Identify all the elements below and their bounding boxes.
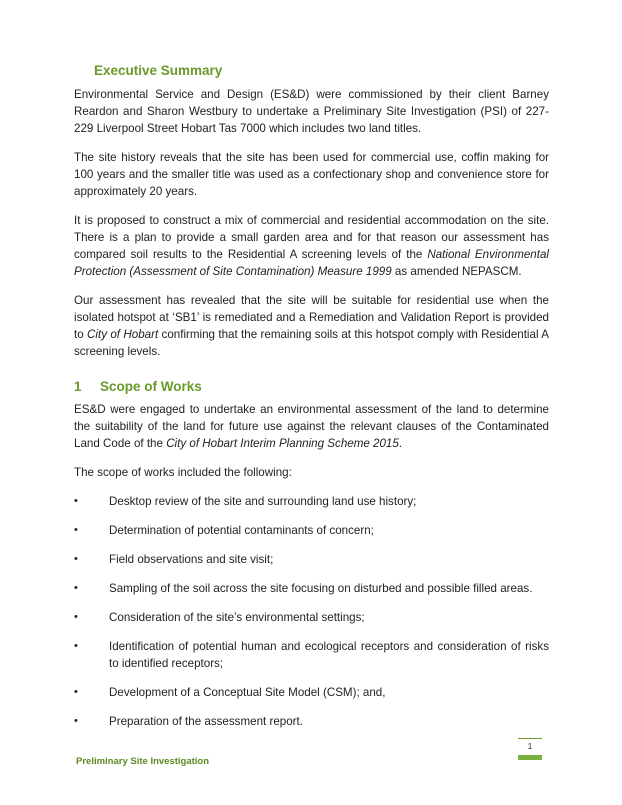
scope-p1-text-b: . (398, 437, 403, 450)
exec-p4-italic: City of Hobart (87, 328, 159, 341)
scope-heading (74, 378, 549, 395)
bullet-icon: • (74, 524, 78, 536)
page-content (74, 62, 549, 742)
scope-p1-text-a: ES&D were engaged to undertake an environmental assessment of the land to determine the suitability of the land for future use against the relevant clauses of the Contaminated Land Code of the (74, 403, 549, 450)
exec-paragraph-1: Environmental Service and Design (ES&D) were commissioned by their client Barney Reardon and Sharon Westbury to undertake a Preliminary Site Investigation (PSI) of 227-229 Liverpool Street Hobart Tas 7000 which includes two land titles. (74, 88, 549, 135)
exec-p4-text-a: Our assessment has revealed that the site will be suitable for residential use when the isolated hotspot at ‘SB1’ is remediated and a Remediation and Validation Report is provided to (74, 294, 549, 341)
page-number: 1 (518, 738, 542, 751)
list-item-text: Desktop review of the site and surrounding land use history; (109, 495, 417, 508)
bullet-icon: • (74, 611, 78, 623)
scope-section-number: 1 (74, 379, 82, 394)
exec-paragraph-3 (74, 212, 549, 280)
bullet-icon: • (74, 715, 78, 727)
list-item-text: Determination of potential contaminants of concern; (109, 524, 374, 537)
list-item (74, 609, 549, 626)
bullet-icon: • (74, 640, 78, 652)
exec-paragraph-4 (74, 292, 549, 360)
exec-p3-text-a: It is proposed to construct a mix of commercial and residential accommodation on the site. There is a plan to provide a small garden area and for that reason our assessment has compared soil results to the Residential A screening levels of the (74, 214, 549, 261)
list-item-text: Identification of potential human and ecological receptors and consideration of risks to identified receptors; (109, 640, 549, 670)
list-item (74, 522, 549, 539)
bullet-icon: • (74, 686, 78, 698)
list-item-text: Development of a Conceptual Site Model (CSM); and, (109, 686, 386, 699)
list-item (74, 684, 549, 701)
exec-p3-text-b: as amended NEPASCM. (391, 265, 522, 278)
bullet-icon: • (74, 582, 78, 594)
list-item-text: Field observations and site visit; (109, 553, 274, 566)
list-item-text: Preparation of the assessment report. (109, 715, 303, 728)
scope-p1-italic: City of Hobart Interim Planning Scheme 2015 (166, 437, 399, 450)
footer-document-title: Preliminary Site Investigation (76, 756, 210, 767)
exec-paragraph-2: The site history reveals that the site has been used for commercial use, coffin making for 100 years and the smaller title was used as a confectionary shop and convenience store for approximately 20 years. (74, 151, 549, 198)
list-item (74, 638, 549, 672)
list-item (74, 713, 549, 730)
scope-intro: The scope of works included the following: (74, 466, 292, 479)
executive-summary-heading: Executive Summary (94, 63, 223, 78)
exec-p3-italic: National Environmental Protection (Assessment of Site Contamination) Measure 1999 (74, 248, 550, 278)
scope-paragraph-1 (74, 401, 549, 452)
scope-section-title: Scope of Works (100, 379, 202, 394)
bullet-icon: • (74, 495, 78, 507)
page-number-accent-bar (518, 755, 542, 760)
exec-p4-text-b: confirming that the remaining soils at this hotspot comply with Residential A screening levels. (74, 328, 549, 358)
list-item (74, 551, 549, 568)
scope-list (74, 493, 549, 730)
list-item-text: Sampling of the soil across the site focusing on disturbed and possible filled areas. (109, 582, 533, 595)
list-item-text: Consideration of the site’s environmental settings; (109, 611, 365, 624)
list-item (74, 580, 549, 597)
bullet-icon: • (74, 553, 78, 565)
list-item (74, 493, 549, 510)
